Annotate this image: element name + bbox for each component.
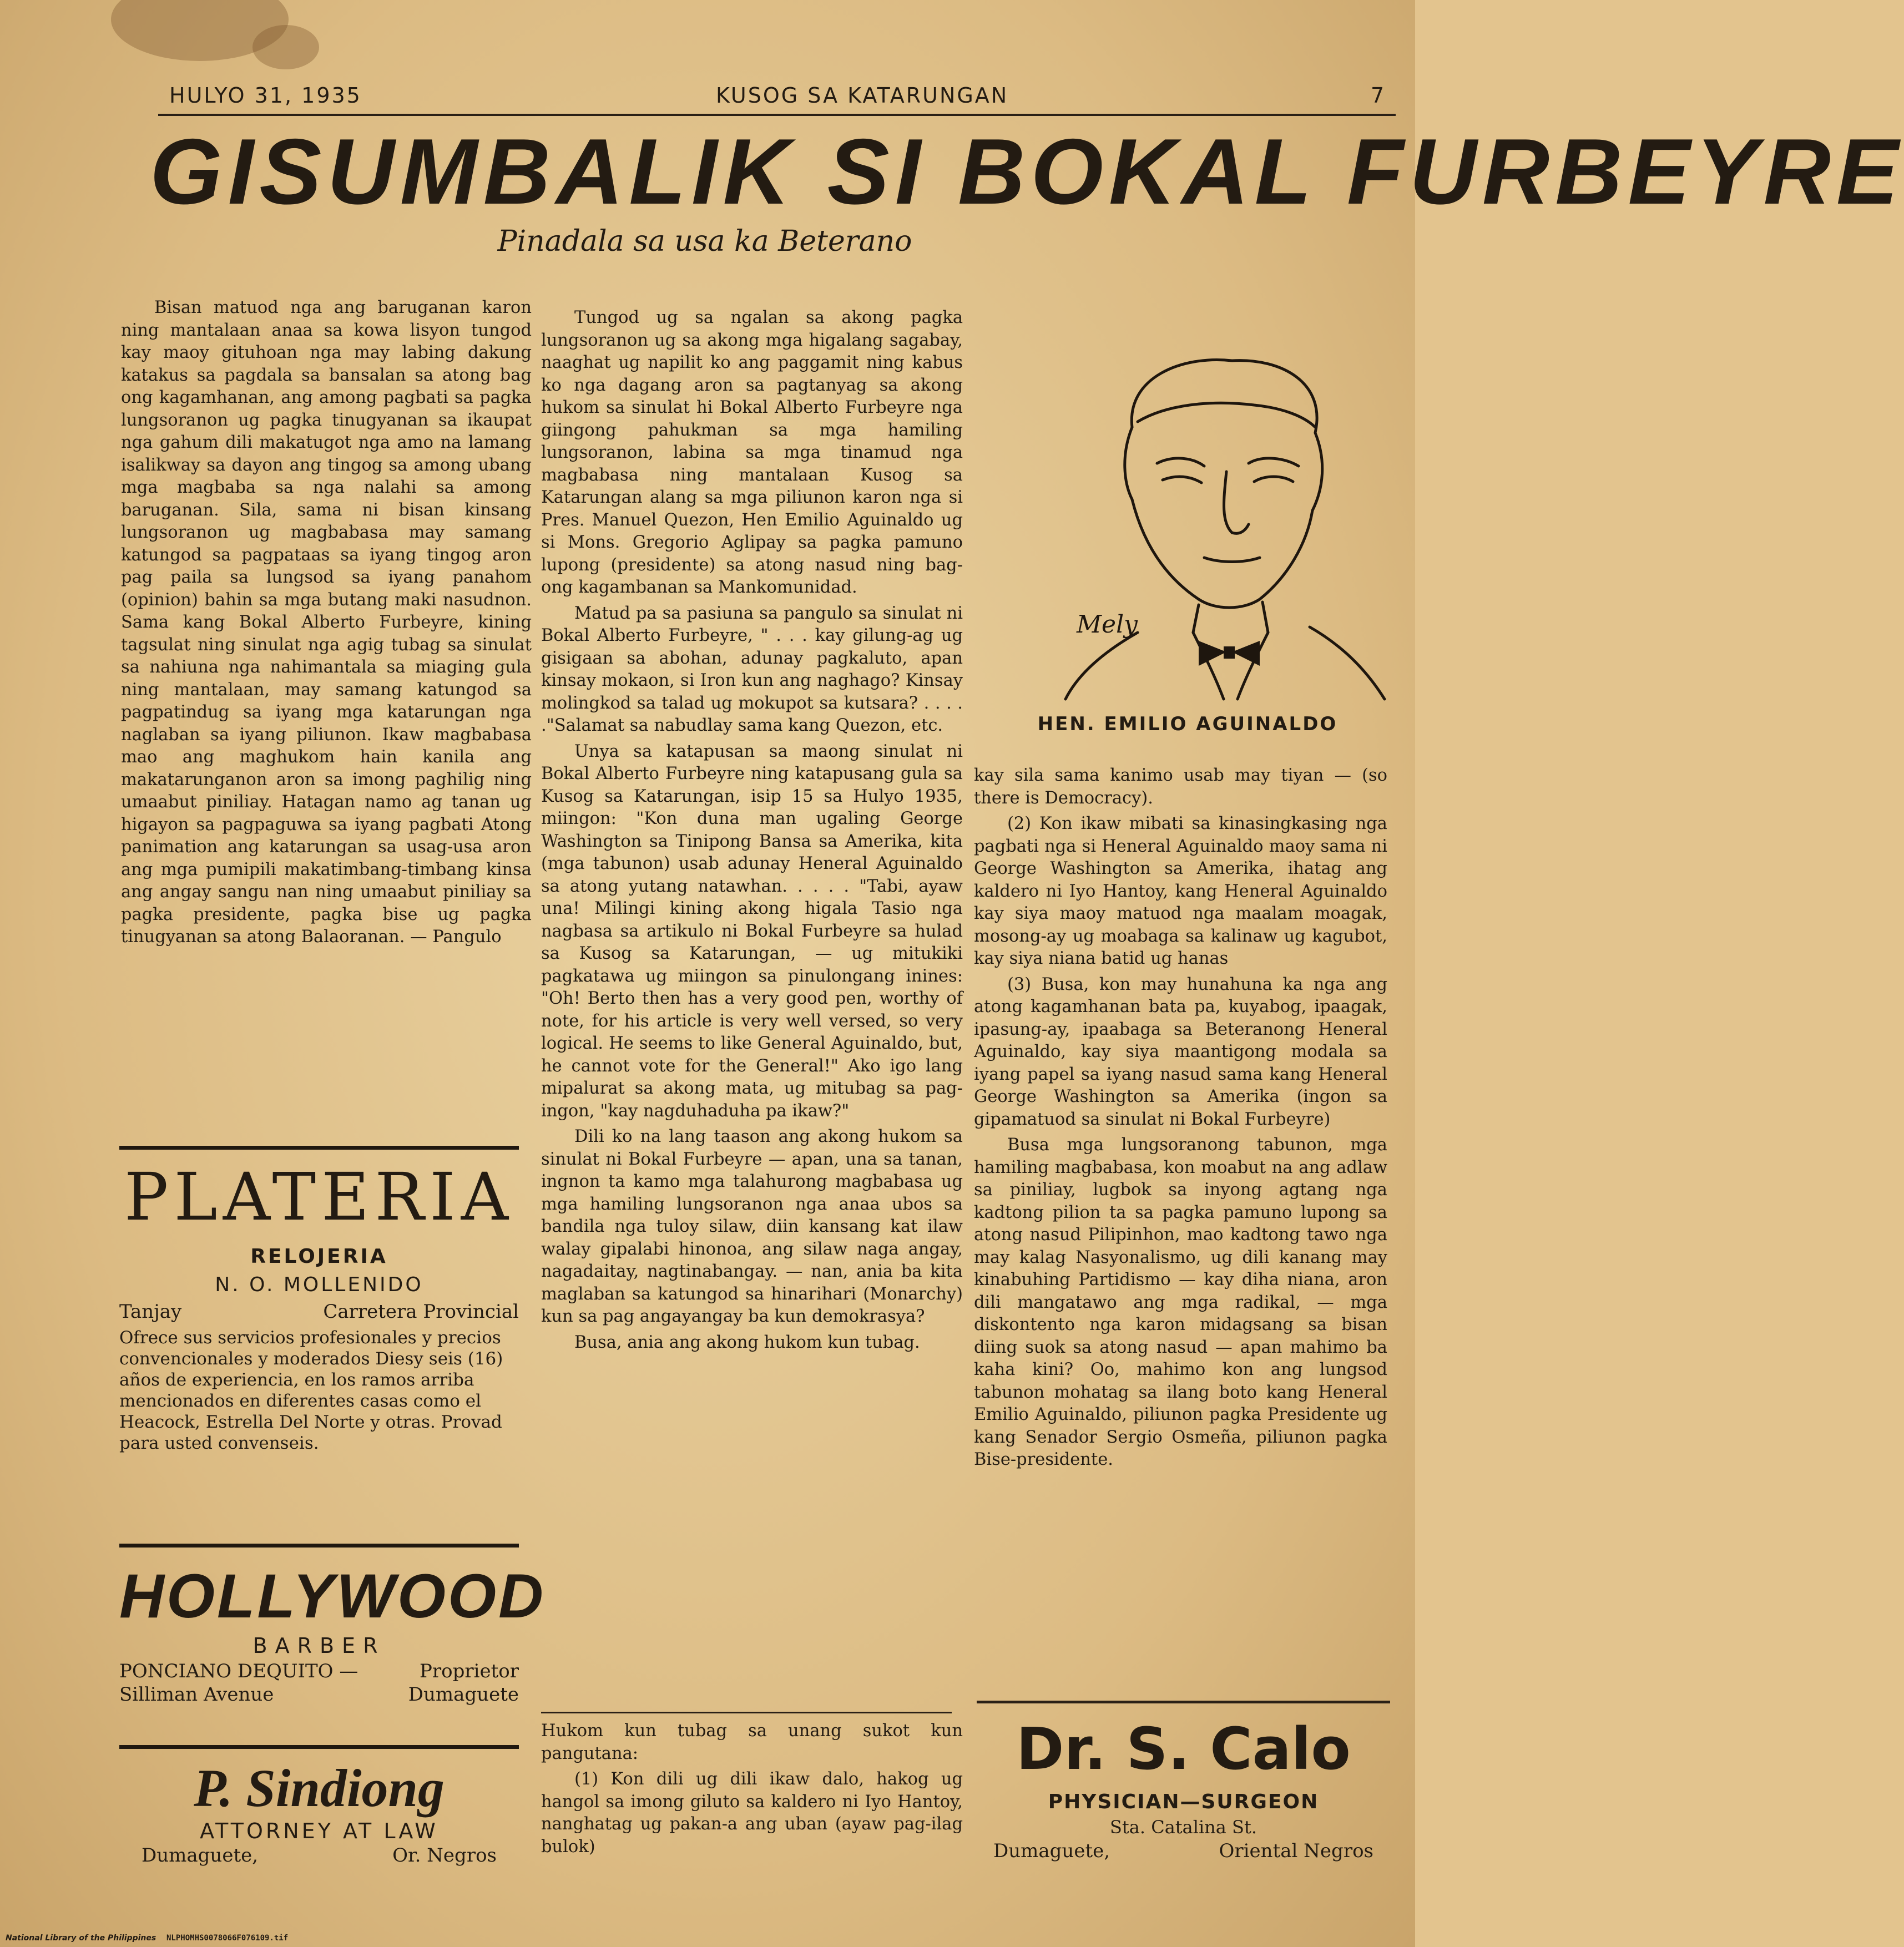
ad-plateria-text: Ofrece sus servicios profesionales y precios convencionales y moderados Diesy seis (16) años de experiencia, en los ramos arriba mencionados en diferentes casas como el Heacock, Estrella Del Norte y otras. Provad para usted convenseis. bbox=[119, 1327, 503, 1453]
ad-hollywood-title: HOLLYWOOD bbox=[119, 1561, 546, 1631]
ad-calo-sub: PHYSICIAN—SURGEON bbox=[1048, 1791, 1319, 1814]
ad-calo-address bbox=[977, 1840, 1390, 1862]
paragraph: Tungod ug sa ngalan sa akong pagka lungsoranon ug sa akong mga higalang sagabay, naaghat ug napilit ko ang paggamit ning kabus ko nga dagang aron sa pagtanyag sa akong hukom sa sinulat hi Bokal Alberto Furbeyre nga giingong pahukman sa mga hamiling lungsoranon, labina sa mga tinamud nga magbabasa ning mantalaan Kusog sa Katarungan alang sa mga piliunon karon nga si Pres. Manuel Quezon, Hen Emilio Aguinaldo ug si Mons. Gregorio Aglipay sa pagka pamuno lupong (presidente) sa atong nasud ning bag-ong kagambanan sa Mankomunidad. bbox=[541, 308, 963, 597]
paragraph: Busa, ania ang akong hukom kun tubag. bbox=[574, 1332, 920, 1352]
header-page-number: 7 bbox=[1371, 83, 1386, 108]
ad-plateria-town: Tanjay bbox=[119, 1300, 182, 1323]
footer-credit: National Library of the Philippines bbox=[6, 1934, 156, 1943]
ad-plateria-sub: RELOJERIA bbox=[250, 1245, 388, 1268]
ad-plateria bbox=[119, 1160, 519, 1454]
paragraph: (2) Kon ikaw mibati sa kinasingkasing nga pagbati nga si Heneral Aguinaldo maoy sama ni George Washington sa Amerika, ihatag ang kaldero ni Iyo Hantoy, kang Heneral Aguinaldo kay siya maoy matuod nga maalam moagak, mosong-ay ug moabaga sa kalinaw ug kagubot, kay siya niana batid ug hanas bbox=[974, 814, 1387, 968]
ad-hollywood-town: Dumaguete bbox=[408, 1683, 519, 1706]
ad-hollywood-address bbox=[119, 1683, 519, 1706]
ad-hollywood-owner: PONCIANO DEQUITO — bbox=[119, 1660, 358, 1683]
ad-sindiong-town: Dumaguete, bbox=[142, 1844, 259, 1867]
article-column-3 bbox=[974, 765, 1387, 1471]
ad-plateria-owner: N. O. MOLLENIDO bbox=[215, 1273, 423, 1296]
paragraph: Hukom kun tubag sa unang sukot kun pangutana: bbox=[541, 1721, 963, 1763]
header-publication: KUSOG SA KATARUNGAN bbox=[716, 83, 1009, 108]
column-rule bbox=[541, 1712, 952, 1713]
stain bbox=[252, 25, 319, 69]
ad-hollywood bbox=[119, 1561, 546, 1706]
ad-plateria-title: PLATERIA bbox=[124, 1159, 514, 1235]
header-date: HULYO 31, 1935 bbox=[169, 83, 362, 108]
footer-file: NLPHOMHS0078066F076109.tif bbox=[166, 1934, 289, 1943]
paragraph: Busa mga lungsoranong tabunon, mga hamiling magbabasa, kon moabut na ang adlaw sa piniliay, lugbok sa inyong agtang nga kadtong pilion ta sa pagka pamuno lupong sa atong nasud Pilipinhon, mao kadtong tawo nga may kalag Nasyonalismo, ug dili kanang may kinabuhing Partidismo — kay diha niana, aron dili mangatawo ang mga radikal, — mga diskontento nga karon midagsang sa bisan diing suok sa atong nasud — apan mahimo ba kaha kini? Oo, mahimo kon ang lungsod tabunon mohatag sa ilang boto kang Heneral Emilio Aguinaldo, piliunon pagka Presidente ug kang Senador Sergio Osmeña, piliunon pagka Bise-presidente. bbox=[974, 1135, 1387, 1469]
paragraph: Bisan matuod nga ang baruganan karon ning mantalaan anaa sa kowa lisyon tungod kay maoy gituhoan nga may labing dakung katakus sa pagdala sa bansalan sa atong bag ong kagamhanan, ang among pagbati sa pagka lungsoranon ug pagka tinugyanan sa ikaupat nga gahum dili makatugot nga amo na lamang isalikway sa dayon ang tingog sa among ubang mga magbaba sa nga nalahi sa among baruganan. Sila, sama ni bisan kinsang lungsoranon ug magbabasa may samang katungod sa pagpataas sa iyang tingog aron pag paila sa lungsod sa iyang panahom (opinion) bahin sa mga butang maki nasudnon. Sama kang Bokal Alberto Furbeyre, kining tagsulat ning sinulat nga agig tubag sa sinulat sa nahiuna nga nahimantala sa miaging gula ning mantalaan, may samang katungod sa pagpatindug sa iyang mga katarungan nga naglaban sa iyang piliunon. Ikaw magbabasa mao ang maghukom hain kanila ang makatarunganon aron sa imong paghilig ning umaabut piniliay. Hatagan namo ag tanan ug higayon sa pagpaguwa sa iyang pagbati Atong panimation ang katarungan sa usag-usa aron ang mga pumipili makatimbang-timbang kinsa ang angay sangu nan ning umaabut piniliay sa pagka presidente, pagka bise ug pagka tinugyanan sa atong Balaoranan. — Pangulo bbox=[121, 298, 532, 947]
paragraph: Matud pa sa pasiuna sa pangulo sa sinulat ni Bokal Alberto Furbeyre, " . . . kay gilung-ag ug gisigaan sa abohan, adunay pagkaluto, apan kinsay mokaon, si Iron kun ang naghago? Kinsay molingkod sa talad ug mokupot sa kutsara? . . . . ."Salamat sa nabudlay sama kang Quezon, etc. bbox=[541, 603, 963, 735]
ad-plateria-street: Carretera Provincial bbox=[323, 1300, 519, 1323]
headline: GISUMBALIK SI BOKAL FURBEYRE bbox=[150, 119, 1904, 224]
ad-hollywood-sub: BARBER bbox=[252, 1634, 386, 1658]
paragraph: (3) Busa, kon may hunahuna ka nga ang atong kagamhanan bata pa, kuyabog, ipaagak, ipasung-ay, ipaabaga sa Beteranong Heneral Aguinaldo, kay siya maantigong modala sa iyang papel sa iyang nasud sama kang Heneral George Washington sa Amerika (ingon sa gipamatuod sa sinulat ni Bokal Furbeyre) bbox=[974, 974, 1387, 1129]
article-column-2 bbox=[541, 307, 963, 1354]
hair-outline bbox=[1132, 360, 1317, 433]
ad-hollywood-owner-title: Proprietor bbox=[420, 1660, 519, 1683]
article-column-2-bottom bbox=[541, 1720, 963, 1858]
article-column-1 bbox=[121, 297, 532, 949]
portrait-sketch bbox=[1065, 344, 1387, 699]
artist-signature: Mely bbox=[1077, 610, 1138, 639]
ad-sindiong-sub: ATTORNEY AT LAW bbox=[200, 1818, 438, 1843]
portrait-caption: HEN. EMILIO AGUINALDO bbox=[1037, 713, 1338, 735]
header-rule bbox=[158, 114, 1396, 116]
paragraph: Dili ko na lang taason ang akong hukom sa sinulat ni Bokal Furbeyre — apan, una sa tanan, ingnon ta kamo mga talahurong magbabasa ug mga hamiling lungsoranon nga anaa ubos sa bandila nga tuloy silaw, diin kansang kat ilaw walay gipalabi hinonoa, ang silaw naga angay, nagadaitay, nagtinabangay. — nan, ania ba kita maglaban sa katungod sa hinarihari (Monarchy) kun sa pag angayangay ba kun demokrasya? bbox=[541, 1127, 963, 1326]
ad-calo-province: Oriental Negros bbox=[1219, 1840, 1373, 1863]
paragraph: (1) Kon dili ug dili ikaw dalo, hakog ug hangol sa imong giluto sa kaldero ni Iyo Hantoy, nanghatag ug pakan-a ang uban (ayaw pag-ilag bulok) bbox=[541, 1769, 963, 1857]
ad-separator bbox=[119, 1745, 519, 1749]
byline: Pinadala sa usa ka Beterano bbox=[497, 225, 912, 258]
ad-hollywood-street: Silliman Avenue bbox=[119, 1683, 274, 1706]
ad-sindiong bbox=[119, 1759, 519, 1867]
ad-hollywood-owner-line bbox=[119, 1660, 519, 1682]
ad-sindiong-title: P. Sindiong bbox=[194, 1758, 445, 1818]
ad-sindiong-province: Or. Negros bbox=[392, 1844, 497, 1867]
ad-separator bbox=[977, 1701, 1390, 1703]
ad-separator bbox=[119, 1544, 519, 1548]
ad-calo-street: Sta. Catalina St. bbox=[1110, 1817, 1257, 1838]
paragraph: Unya sa katapusan sa maong sinulat ni Bokal Alberto Furbeyre ning katapusang gula sa Kusog sa Katarungan, isip 15 sa Hulyo 1935, miingon: "Kon duna man ugaling George Washington sa Tinipong Bansa sa Amerika, kita (mga tabunon) usab adunay Heneral Aguinaldo sa atong yutang natawhan. . . . . "Tabi, ayaw una! Milingi kining akong higala Tasio nga nagbasa sa artikulo ni Bokal Furbeyre sa hulad sa Kusog sa Katarungan, — ug mitukiki pagkatawa ug miingon sa pinulongang inines: "Oh! Berto then has a very good pen, worthy of note, for his article is very well versed, so very logical. He seems to like General Aguinaldo, but, he cannot vote for the General!" Ako igo lang mipalurat sa akong mata, ug mitubag sa pag-ingon, "kay nagduhaduha pa ikaw?" bbox=[541, 741, 963, 1121]
ad-calo-town: Dumaguete, bbox=[993, 1840, 1110, 1863]
bowtie-right bbox=[1232, 641, 1260, 666]
ad-calo-title: Dr. S. Calo bbox=[1016, 1715, 1351, 1783]
ad-sindiong-address bbox=[119, 1844, 519, 1867]
paragraph: kay sila sama kanimo usab may tiyan — (so there is Democracy). bbox=[974, 766, 1387, 808]
bowtie-left bbox=[1199, 641, 1226, 666]
ad-separator bbox=[119, 1146, 519, 1150]
face-outline bbox=[1132, 499, 1312, 608]
ad-calo bbox=[977, 1717, 1390, 1862]
ad-plateria-address bbox=[119, 1301, 519, 1323]
